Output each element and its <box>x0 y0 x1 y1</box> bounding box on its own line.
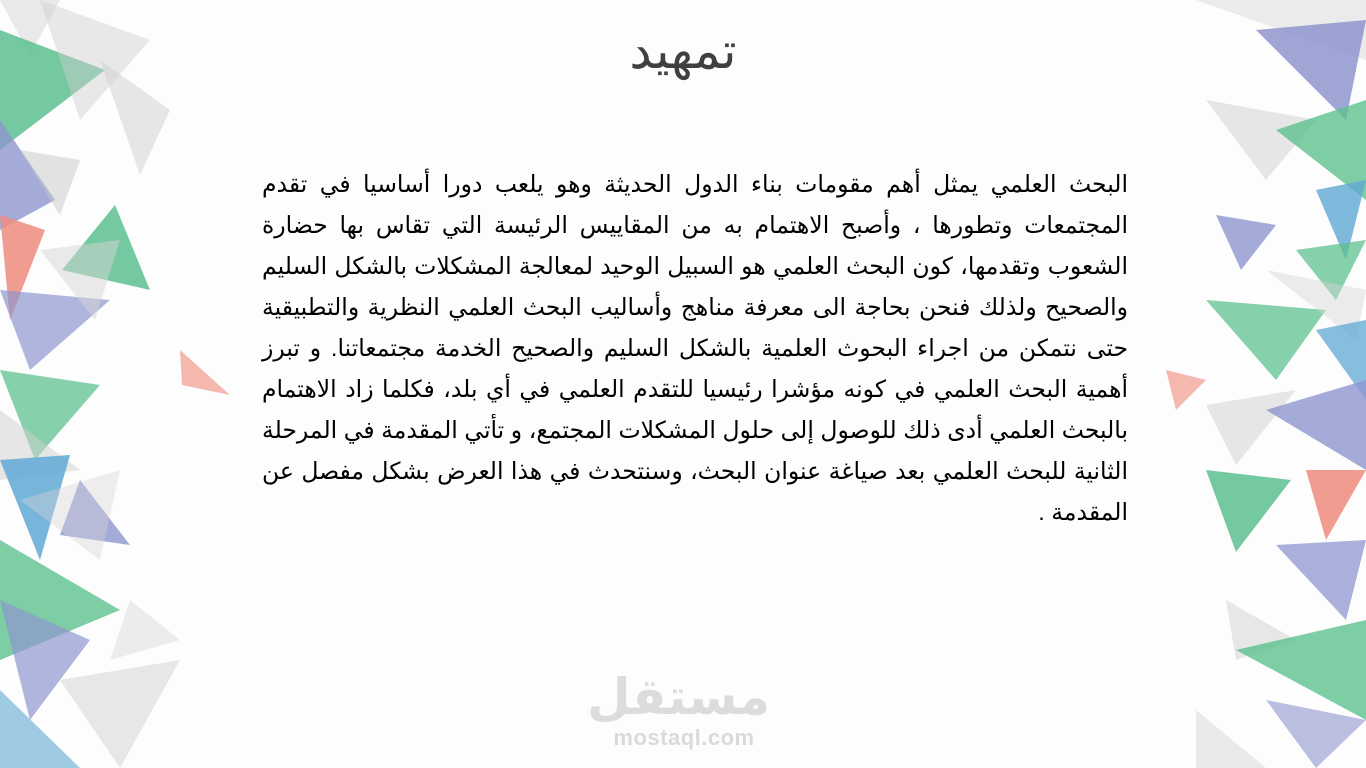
watermark <box>587 668 770 750</box>
page-title: تمهيد <box>629 23 737 79</box>
body-paragraph: البحث العلمي يمثل أهم مقومات بناء الدول الحديثة وهو يلعب دورا أساسيا في تقدم المجتمعات وتطورها ، وأصبح الاهتمام به من المقاييس الرئيسة التي تقاس بها حضارة الشعوب وتقدمها، كون البحث العلمي هو السبيل الوحيد لمعالجة المشكلات بالشكل السليم والصحيح ولذلك فنحن بحاجة الى معرفة مناهج وأساليب البحث العلمي النظرية والتطبيقية حتى نتمكن من اجراء البحوث العلمية بالشكل السليم والصحيح الخدمة مجتمعاتنا. و تبرز أهمية البحث العلمي في كونه مؤشرا رئيسيا للتقدم العلمي في أي بلد، فكلما زاد الاهتمام بالبحث العلمي أدى ذلك للوصول إلى حلول المشكلات المجتمع، و تأتي المقدمة في المرحلة الثانية للبحث العلمي بعد صياغة عنوان البحث، وسنتحدث في هذا العرض بشكل مفصل عن المقدمة . <box>262 171 1128 525</box>
watermark-url: mostaql.com <box>613 725 755 750</box>
triangle-pattern-left-icon <box>0 0 250 768</box>
watermark-logo: مستقل <box>587 669 770 725</box>
triangle-pattern-right-icon <box>1166 0 1366 768</box>
